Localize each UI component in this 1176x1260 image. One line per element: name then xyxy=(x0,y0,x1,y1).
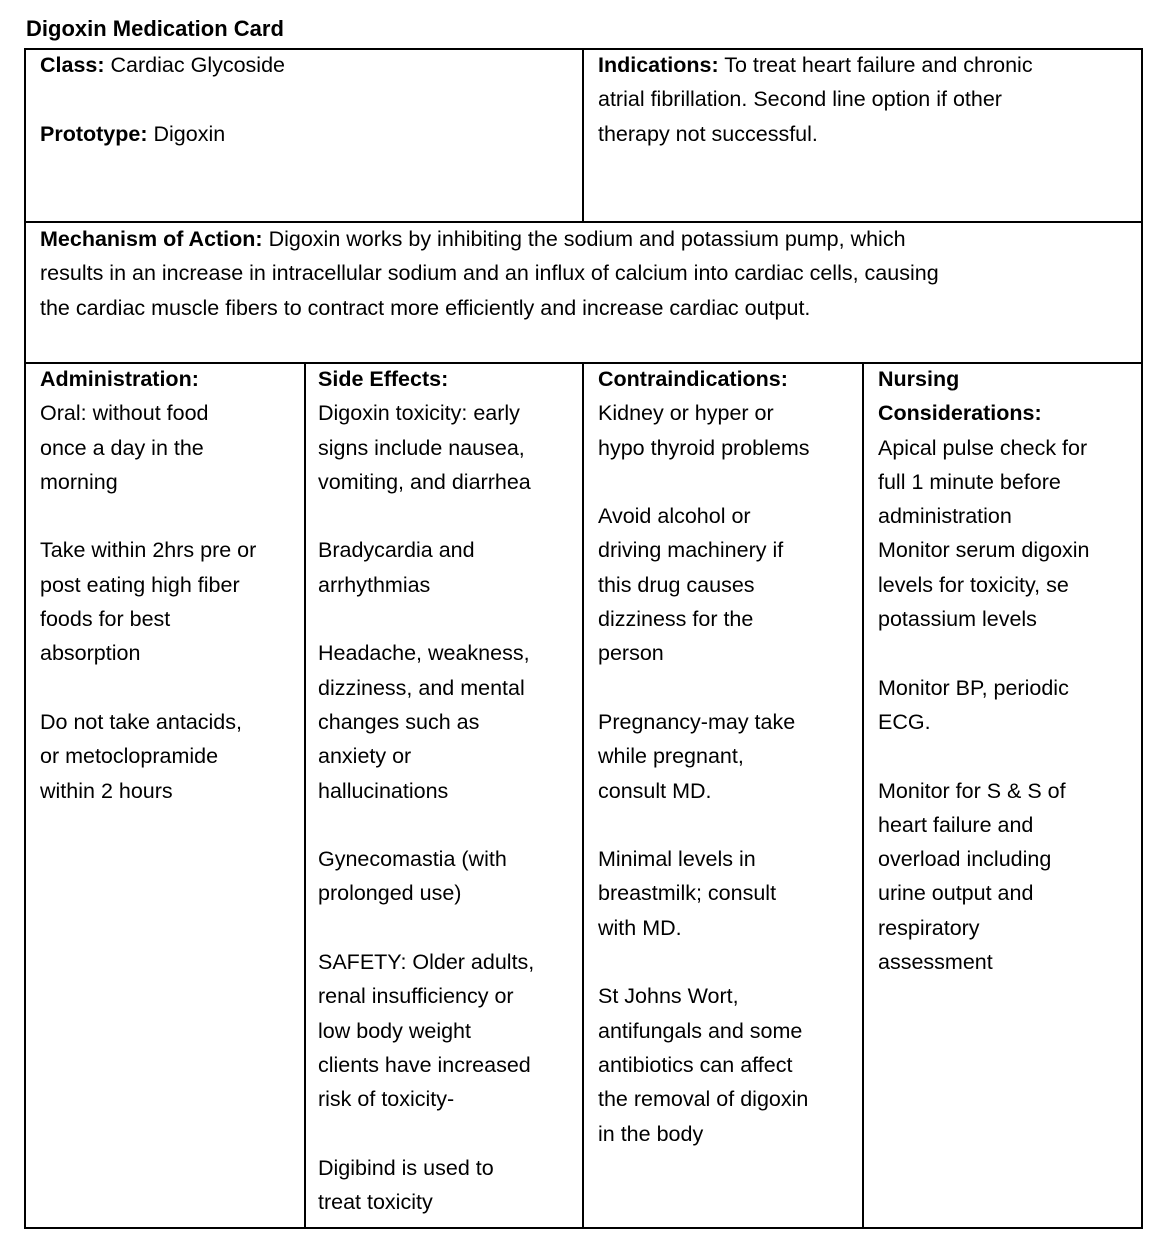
contraindications-line: this drug causes xyxy=(598,572,755,597)
divider-col-2 xyxy=(582,362,584,1229)
side-effects-line: Gynecomastia (with xyxy=(318,847,507,872)
contraindications-line: Avoid alcohol or xyxy=(598,504,751,529)
nursing-label: Considerations: xyxy=(878,401,1042,426)
administration-line: post eating high fiber xyxy=(40,572,240,597)
contraindications-cell xyxy=(598,362,810,1151)
side-effects-line: clients have increased xyxy=(318,1052,531,1077)
nursing-line: potassium levels xyxy=(878,607,1037,632)
prototype-line xyxy=(40,117,285,151)
contraindications-line: dizziness for the xyxy=(598,607,754,632)
nursing-line: Monitor BP, periodic xyxy=(878,675,1069,700)
contraindications-line: driving machinery if xyxy=(598,538,784,563)
mechanism-label: Mechanism of Action: xyxy=(40,227,263,251)
nursing-line: respiratory xyxy=(878,915,980,940)
side-effects-line: prolonged use) xyxy=(318,881,462,906)
contraindications-line: St Johns Wort, xyxy=(598,984,739,1009)
administration-line: absorption xyxy=(40,641,141,666)
nursing-line: administration xyxy=(878,504,1012,529)
contraindications-line: antibiotics can affect xyxy=(598,1052,793,1077)
administration-cell xyxy=(40,362,256,808)
side-effects-line: Bradycardia and xyxy=(318,538,475,563)
divider-col-1 xyxy=(304,362,306,1229)
administration-line: Do not take antacids, xyxy=(40,709,242,734)
contraindications-line: while pregnant, xyxy=(598,744,744,769)
mechanism-line: the cardiac muscle fibers to contract more efficiently and increase cardiac output. xyxy=(40,295,811,320)
mechanism-line: results in an increase in intracellular sodium and an influx of calcium into cardiac cells, causing xyxy=(40,261,939,286)
document-title: Digoxin Medication Card xyxy=(26,16,284,41)
side-effects-line: anxiety or xyxy=(318,744,412,769)
administration-line: Oral: without food xyxy=(40,401,209,426)
administration-line: within 2 hours xyxy=(40,778,173,803)
prototype-value: Digoxin xyxy=(153,121,226,146)
side-effects-line: renal insufficiency or xyxy=(318,984,514,1009)
divider-col-3 xyxy=(862,362,864,1229)
indications-line: therapy not successful. xyxy=(598,121,818,146)
class-value: Cardiac Glycoside xyxy=(110,53,285,77)
mechanism-cell xyxy=(40,222,939,325)
class-prototype-cell xyxy=(40,48,285,151)
contraindications-line: person xyxy=(598,641,664,666)
side-effects-line: risk of toxicity- xyxy=(318,1087,455,1112)
nursing-line: ECG. xyxy=(878,709,931,734)
side-effects-line: Digoxin toxicity: early xyxy=(318,401,520,426)
side-effects-cell xyxy=(318,362,534,1219)
mechanism-line xyxy=(40,222,939,256)
class-label: Class: xyxy=(40,53,105,77)
contraindications-label: Contraindications: xyxy=(598,367,788,391)
administration-line: foods for best xyxy=(40,607,171,632)
nursing-line: Monitor for S & S of xyxy=(878,778,1066,803)
nursing-line: assessment xyxy=(878,950,993,975)
contraindications-line: the removal of digoxin xyxy=(598,1087,809,1112)
side-effects-line: arrhythmias xyxy=(318,572,431,597)
indications-label: Indications: xyxy=(598,53,719,77)
nursing-line: Monitor serum digoxin xyxy=(878,538,1090,563)
side-effects-line: SAFETY: Older adults, xyxy=(318,950,535,975)
administration-line: once a day in the xyxy=(40,435,204,460)
side-effects-line: changes such as xyxy=(318,709,480,734)
divider-top-row xyxy=(582,48,584,223)
nursing-line: heart failure and xyxy=(878,812,1034,837)
contraindications-line: breastmilk; consult xyxy=(598,881,777,906)
class-line xyxy=(40,48,285,82)
nursing-line: levels for toxicity, se xyxy=(878,572,1069,597)
mechanism-text: Digoxin works by inhibiting the sodium and potassium pump, which xyxy=(268,227,906,251)
contraindications-line: antifungals and some xyxy=(598,1018,803,1043)
contraindications-line: Kidney or hyper or xyxy=(598,401,774,426)
contraindications-line: hypo thyroid problems xyxy=(598,435,810,460)
side-effects-line: low body weight xyxy=(318,1018,471,1043)
administration-line: morning xyxy=(40,469,118,494)
indications-line xyxy=(598,48,1033,82)
side-effects-label: Side Effects: xyxy=(318,367,449,391)
indications-text: To treat heart failure and chronic xyxy=(724,53,1033,77)
contraindications-line: consult MD. xyxy=(598,778,712,803)
nursing-line: Apical pulse check for xyxy=(878,435,1088,460)
contraindications-line: in the body xyxy=(598,1121,704,1146)
contraindications-line: Minimal levels in xyxy=(598,847,756,872)
contraindications-line: with MD. xyxy=(598,915,682,940)
side-effects-line: signs include nausea, xyxy=(318,435,525,460)
nursing-line: overload including xyxy=(878,847,1052,872)
nursing-line: urine output and xyxy=(878,881,1034,906)
side-effects-line: Headache, weakness, xyxy=(318,641,530,666)
administration-label: Administration: xyxy=(40,367,199,391)
nursing-label: Nursing xyxy=(878,367,960,391)
side-effects-line: treat toxicity xyxy=(318,1190,433,1215)
nursing-considerations-cell xyxy=(878,362,1090,979)
contraindications-line: Pregnancy-may take xyxy=(598,709,796,734)
side-effects-line: hallucinations xyxy=(318,778,449,803)
side-effects-line: dizziness, and mental xyxy=(318,675,525,700)
indications-line: atrial fibrillation. Second line option if other xyxy=(598,87,1002,112)
administration-line: Take within 2hrs pre or xyxy=(40,538,257,563)
side-effects-line: Digibind is used to xyxy=(318,1155,494,1180)
prototype-label: Prototype: xyxy=(40,121,148,146)
side-effects-line: vomiting, and diarrhea xyxy=(318,469,531,494)
nursing-line: full 1 minute before xyxy=(878,469,1061,494)
administration-line: or metoclopramide xyxy=(40,744,219,769)
indications-cell xyxy=(598,48,1033,151)
